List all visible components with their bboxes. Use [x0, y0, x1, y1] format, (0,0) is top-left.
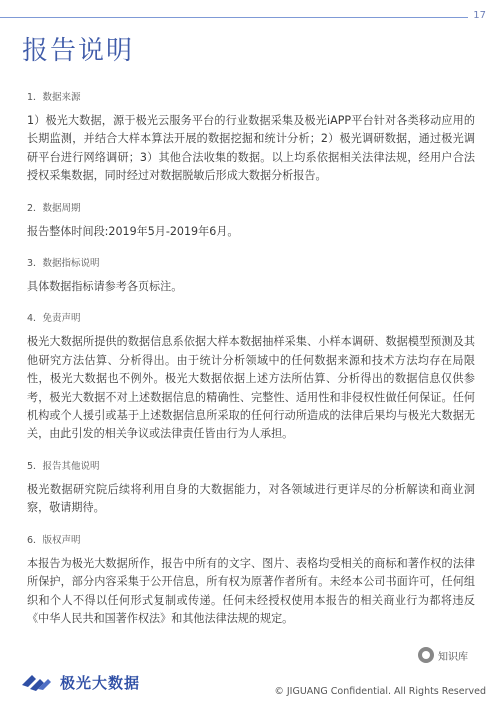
section-body: 本报告为极光大数据所作，报告中所有的文字、图片、表格均受相关的商标和著作权的法律所保护，部分内容采集于公开信息，所有权为原著作者所有。未经本公司书面许可，任何组织和个人不得以任何形式复制或传递。任何未经授权使用本报告的相关商业行为都将违反《中华人民共和国著作权法》和其他法律法规的规定。 [27, 556, 475, 625]
watermark-text: 知识库 [438, 651, 468, 663]
section-heading: 3．数据指标说明 [27, 258, 100, 270]
section-other-notes [27, 461, 475, 518]
section-heading: 6．版权声明 [27, 534, 81, 546]
section-body: 极光大数据所提供的数据信息系依据大样本数据抽样采集、小样本调研、数据模型预测及其他研究方法估算、分析得出。由于统计分析领域中的任何数据来源和技术方法均存在局限性，极光大数据也不例外。极光大数据依据上述方法所估算、分析得出的数据信息仅供参考，极光大数据不对上述数据信息的精确性、完整性、适用性和非侵权性做任何保证。任何机构或个人援引或基于上述数据信息所采取的任何行动所造成的法律后果均与极光大数据无关，由此引发的相关争议或法律责任皆由行为人承担。 [27, 335, 475, 441]
section-data-period [27, 203, 475, 241]
section-body: 报告整体时间段:2019年5月-2019年6月。 [27, 224, 239, 238]
section-heading: 4．免责声明 [27, 313, 81, 325]
brand-name: 极光大数据 [60, 673, 141, 692]
section-heading: 5．报告其他说明 [27, 460, 100, 472]
report-notes [27, 84, 475, 628]
jiguang-logo-icon [20, 671, 52, 693]
section-copyright [27, 535, 475, 629]
section-body: 具体数据指标请参考各页标注。 [27, 280, 183, 294]
section-body: 极光数据研究院后续将利用自身的大数据能力，对各领域进行更详尽的分析解读和商业洞察，敬请期待。 [27, 482, 475, 515]
section-heading: 2．数据周期 [27, 202, 81, 214]
footer [0, 659, 500, 707]
copyright-notice: © JIGUANG Confidential. All Rights Reserved [274, 686, 486, 697]
section-body: 1）极光大数据，源于极光云服务平台的行业数据采集及极光iAPP平台针对各类移动应用的长期监测，并结合大样本算法开展的数据挖掘和统计分析；2）极光调研数据，通过极光调研平台进行网络调研；3）其他合法收集的数据。以上均系依据相关法律法规，经用户合法授权采集数据，同时经过对数据脱敏后形成大数据分析报告。 [27, 114, 475, 183]
section-indicator-note [27, 258, 475, 296]
brand-logo [20, 671, 140, 693]
section-disclaimer [27, 313, 475, 443]
header-rule [0, 17, 468, 18]
page-number: 17 [473, 10, 486, 21]
section-data-source [27, 92, 475, 186]
page-title: 报告说明 [22, 36, 135, 66]
section-heading: 1．数据来源 [27, 92, 81, 103]
